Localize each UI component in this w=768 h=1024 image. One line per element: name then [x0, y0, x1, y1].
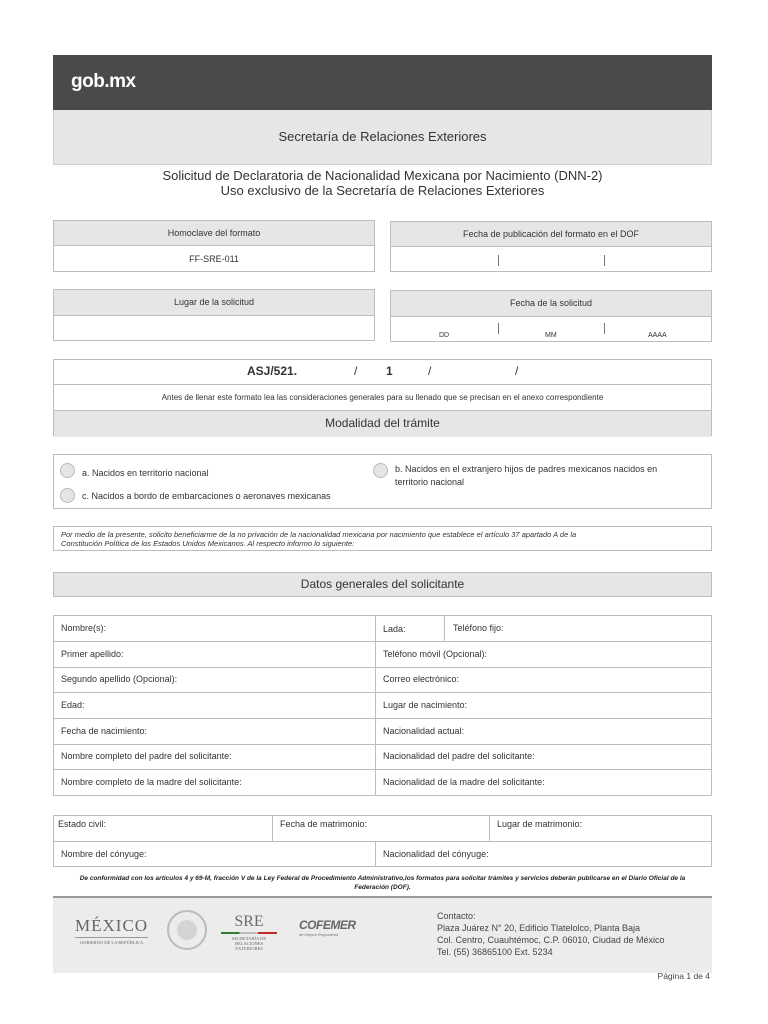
- conyuge-field[interactable]: Nombre del cónyuge:: [61, 849, 147, 859]
- folio-field: [54, 360, 711, 385]
- secretaria-title: Secretaría de Relaciones Exteriores: [53, 110, 712, 165]
- fecha-solicitud-label: Fecha de la solicitud: [391, 291, 711, 317]
- legal-note: [53, 874, 712, 892]
- telefono-movil-field[interactable]: Teléfono móvil (Opcional):: [383, 649, 488, 659]
- fecha-dof-box: [390, 221, 712, 272]
- nombre-madre-field[interactable]: Nombre completo de la madre del solicitante:: [61, 777, 242, 787]
- mexico-subtitle: GOBIERNO DE LA REPÚBLICA: [75, 937, 148, 945]
- lada-field[interactable]: Lada:: [383, 624, 406, 634]
- dd-label: DD: [439, 332, 450, 339]
- mexico-wordmark: MÉXICO: [75, 916, 149, 935]
- form-title-line1: Solicitud de Declaratoria de Nacionalidad Mexicana por Nacimiento (DNN-2): [162, 168, 603, 183]
- instrucciones: Antes de llenar este formato lea las consideraciones generales para su llenado que se precisan en el anexo correspondiente: [161, 393, 604, 402]
- segundo-apellido-field[interactable]: Segundo apellido (Opcional):: [61, 674, 178, 684]
- nacionalidad-padre-field[interactable]: Nacionalidad del padre del solicitante:: [383, 751, 535, 761]
- folio-separator: /: [354, 364, 358, 378]
- gob-mx-header: [53, 55, 712, 110]
- option-a-radio[interactable]: [60, 463, 75, 478]
- homoclave-label: Homoclave del formato: [54, 221, 374, 246]
- folio-number: 1: [386, 364, 393, 378]
- sre-sub1: SECRETARÍA DE: [231, 936, 267, 941]
- fecha-solicitud-field[interactable]: [391, 317, 711, 342]
- modalidad-options: [53, 454, 712, 509]
- primer-apellido-field[interactable]: Primer apellido:: [61, 649, 124, 659]
- fecha-dof-field[interactable]: [391, 247, 711, 273]
- option-a-label: a. Nacidos en territorio nacional: [82, 468, 209, 478]
- legal-note-line2: Federación (DOF).: [354, 884, 411, 891]
- nacionalidad-madre-field[interactable]: Nacionalidad de la madre del solicitante:: [383, 777, 545, 787]
- fecha-solicitud-box: [390, 290, 712, 342]
- option-b-label-line1: b. Nacidos en el extranjero hijos de padres mexicanos nacidos en: [395, 464, 658, 474]
- modalidad-title: Modalidad del trámite: [54, 410, 711, 437]
- option-b-label-line2: territorio nacional: [395, 477, 465, 487]
- contacto-address2: Col. Centro, Cuauhtémoc, C.P. 06010, Ciudad de México: [437, 935, 665, 945]
- coat-of-arms-icon: [167, 910, 207, 950]
- nombre-field[interactable]: Nombre(s):: [61, 623, 107, 633]
- nacionalidad-actual-field[interactable]: Nacionalidad actual:: [383, 726, 465, 736]
- correo-field[interactable]: Correo electrónico:: [383, 674, 460, 684]
- sre-wordmark: SRE: [234, 913, 264, 930]
- sre-tricolor-bar: [221, 932, 277, 934]
- legal-note-line1: De conformidad con los artículos 4 y 69-M, fracción V de la Ley Federal de Procedimiento Administrativo,los formatos para solicitar trámites y servicios deberán publicarse en el Diario Oficial de la: [79, 875, 686, 882]
- form-title: [53, 168, 712, 198]
- lugar-solicitud-label: Lugar de la solicitud: [54, 290, 374, 316]
- sre-sub2: RELACIONES EXTERIORES: [235, 941, 263, 951]
- nombre-padre-field[interactable]: Nombre completo del padre del solicitante:: [61, 751, 232, 761]
- folio-separator: /: [515, 364, 519, 378]
- aaaa-label: AAAA: [648, 332, 667, 339]
- contacto-address1: Plaza Juárez N° 20, Edificio Tlatelolco, Planta Baja: [437, 923, 641, 933]
- cofemer-logo: [299, 918, 356, 937]
- folio-prefix: ASJ/521.: [247, 364, 298, 378]
- datos-generales-title: Datos generales del solicitante: [53, 572, 712, 597]
- lugar-solicitud-box: [53, 289, 375, 341]
- folio-separator: /: [428, 364, 432, 378]
- declaracion: [53, 526, 712, 551]
- contacto-tel: Tel. (55) 36865100 Ext. 5234: [437, 947, 553, 957]
- option-c-radio[interactable]: [60, 488, 75, 503]
- option-b-radio[interactable]: [373, 463, 388, 478]
- lugar-matrimonio-field[interactable]: Lugar de matrimonio:: [497, 819, 583, 829]
- folio-box: [53, 359, 712, 436]
- fecha-nacimiento-field[interactable]: Fecha de nacimiento:: [61, 726, 148, 736]
- page-number: Página 1 de 4: [657, 971, 710, 981]
- fecha-dof-label: Fecha de publicación del formato en el DOF: [391, 222, 711, 247]
- lugar-solicitud-input[interactable]: [54, 316, 374, 341]
- lugar-nacimiento-field[interactable]: Lugar de nacimiento:: [383, 700, 468, 710]
- estado-civil-table: [53, 815, 712, 867]
- mm-label: MM: [545, 332, 557, 339]
- contacto-info: [437, 910, 664, 958]
- fecha-matrimonio-field[interactable]: Fecha de matrimonio:: [280, 819, 368, 829]
- mexico-logo: [75, 916, 148, 945]
- declaracion-line2: Constitución Política de los Estados Unidos Mexicanos. Al respecto informo lo siguiente:: [61, 539, 355, 548]
- footer: [53, 896, 712, 973]
- cofemer-subtitle: de Mejora Regulatoria: [299, 932, 339, 937]
- form-title-line2: Uso exclusivo de la Secretaría de Relaciones Exteriores: [220, 183, 545, 198]
- nacionalidad-conyuge-field[interactable]: Nacionalidad del cónyuge:: [383, 849, 489, 859]
- edad-field[interactable]: Edad:: [61, 700, 85, 710]
- declaracion-line1: Por medio de la presente, solicito beneficiarme de la no privación de la nacionalidad mexicana por nacimiento que establece el artículo 37 apartado A de la: [61, 530, 577, 539]
- homoclave-value: FF-SRE-011: [189, 254, 239, 264]
- homoclave-box: [53, 220, 375, 272]
- estado-civil-field[interactable]: Estado civil:: [58, 819, 107, 829]
- datos-generales-table: [53, 615, 712, 796]
- cofemer-wordmark: COFEMER: [299, 918, 356, 932]
- sre-logo: [221, 914, 277, 951]
- gob-mx-logo: gob.mx: [71, 71, 136, 92]
- option-c-label: c. Nacidos a bordo de embarcaciones o aeronaves mexicanas: [82, 491, 331, 501]
- contacto-label: Contacto:: [437, 911, 476, 921]
- telefono-fijo-field[interactable]: Teléfono fijo:: [453, 623, 504, 633]
